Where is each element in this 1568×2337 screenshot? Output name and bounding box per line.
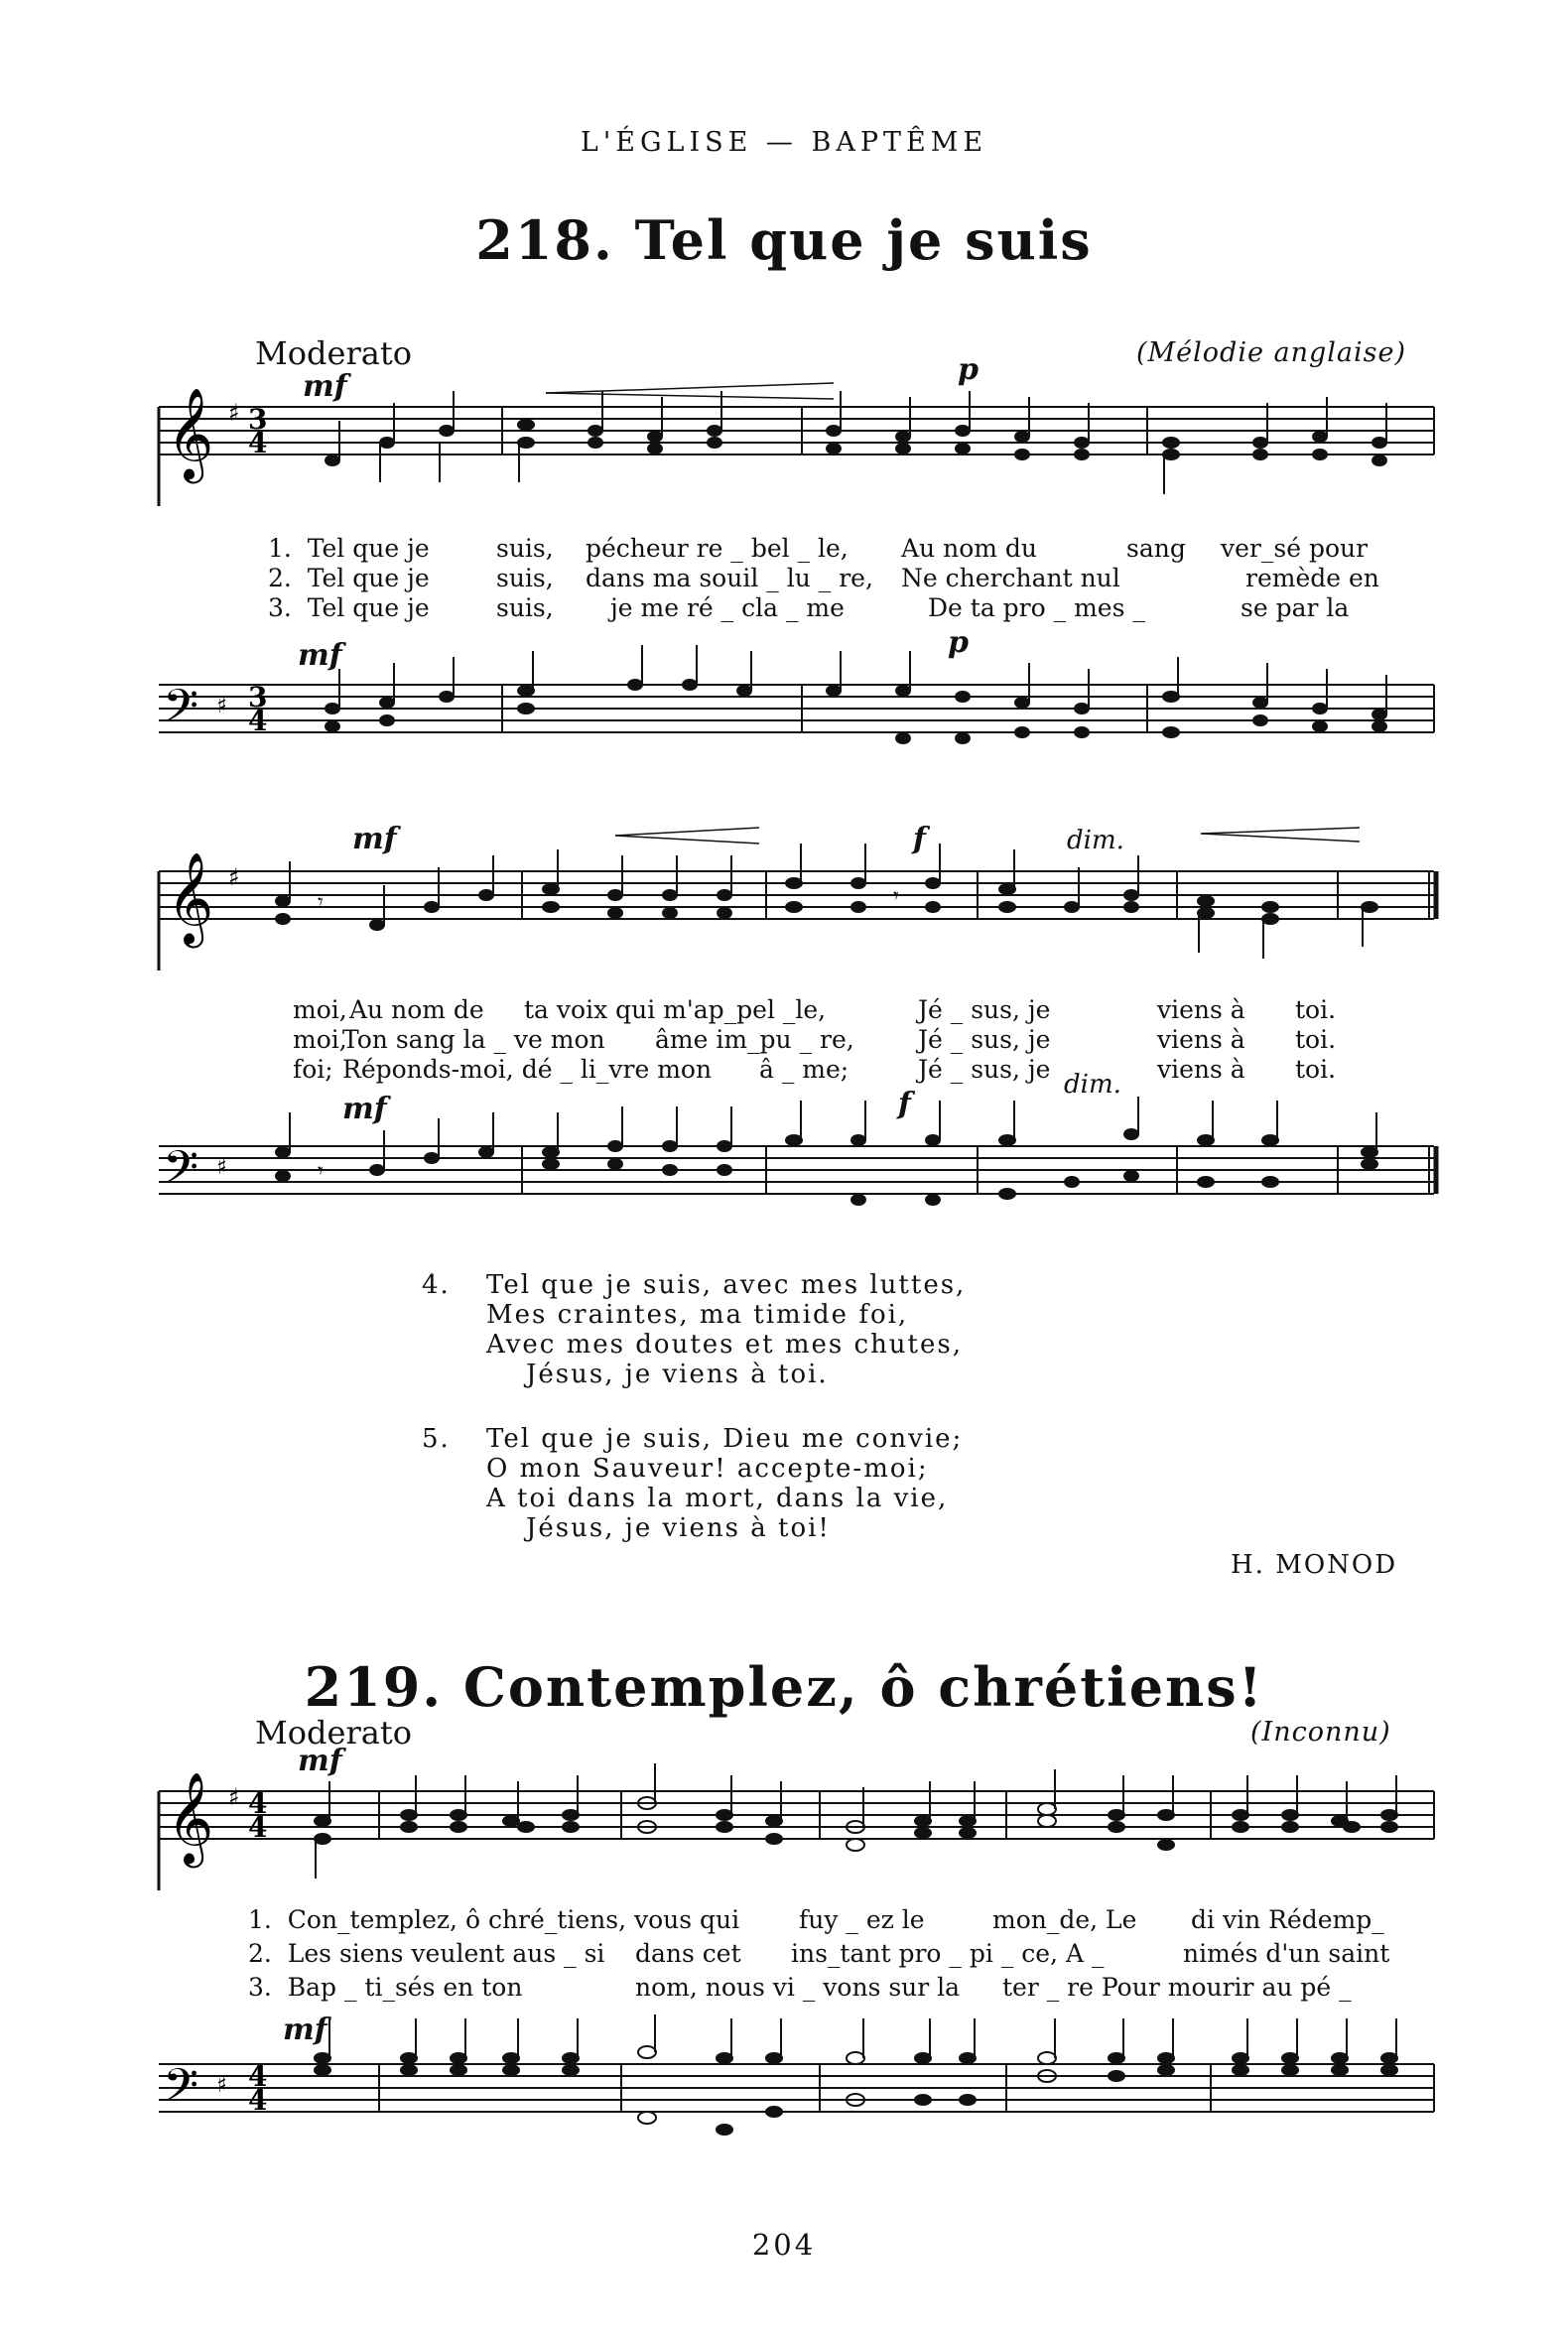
hymn-219-tempo: Moderato (255, 1714, 412, 1752)
hymn219-lyrics-verse-1: 1. Con_templez, ô chré_tiens, vous qui (248, 1905, 740, 1934)
svg-text:4: 4 (248, 705, 268, 737)
lyric-word: toi. (1295, 1025, 1337, 1054)
dynamic-mf: mf (283, 2012, 327, 2047)
page-header: L'ÉGLISE — BAPTÊME (580, 127, 988, 158)
hymn-218-title: 218. Tel que je suis (475, 208, 1093, 272)
svg-text:♯: ♯ (216, 694, 227, 718)
lyric-word: suis, (496, 593, 554, 622)
lyric-word: nom, nous vi _ vons sur la (635, 1973, 961, 2002)
dynamic-mf: mf (303, 369, 347, 404)
lyric-word: je me ré _ cla _ me (610, 593, 845, 622)
svg-text:3: 3 (248, 403, 268, 436)
svg-text:𝄾: 𝄾 (893, 884, 899, 909)
lyric-word: Jé _ sus, je (918, 1055, 1051, 1084)
svg-text:𝄢: 𝄢 (163, 2059, 199, 2124)
hymn-219-title: 219. Contemplez, ô chrétiens! (304, 1655, 1264, 1719)
svg-text:4: 4 (248, 1787, 268, 1820)
svg-text:𝄞: 𝄞 (167, 1771, 214, 1864)
lyric-word: Réponds-moi, dé _ li_vre mon (342, 1055, 713, 1084)
lyric-word: di vin Rédemp_ (1191, 1905, 1384, 1934)
lyric-word: viens à (1157, 995, 1245, 1024)
dynamic-f: f (898, 1087, 911, 1121)
lyric-word: â _ me; (759, 1055, 849, 1084)
lyric-word: ter _ re Pour mourir au pé _ (1002, 1973, 1352, 2002)
dynamic-dim: dim. (1067, 826, 1124, 855)
svg-text:𝄞: 𝄞 (167, 387, 214, 479)
lyric-word: fuy _ ez le (799, 1905, 925, 1934)
lyric-word: Au nom de (349, 995, 484, 1024)
svg-text:♯: ♯ (228, 863, 240, 891)
lyric-word: Jé _ sus, je (918, 1025, 1051, 1054)
svg-text:𝄾: 𝄾 (318, 890, 324, 915)
dynamic-mf: mf (298, 638, 342, 673)
svg-text:4: 4 (248, 2060, 268, 2093)
hymn219-lyrics-verse-3: 3. Bap _ ti_sés en ton (248, 1973, 523, 2002)
lyrics-verse-1: 1. Tel que je (268, 534, 430, 563)
lyric-word: moi, (293, 995, 347, 1024)
dynamic-dim: dim. (1064, 1070, 1121, 1100)
lyric-word: Au nom du (901, 534, 1038, 563)
stanza-5: 5. Tel que je suis, Dieu me convie; O mon Sauveur! accepte-moi; A toi dans la mort, dans la vie, Jésus, je viens à toi! (422, 1424, 964, 1543)
page-number: 204 (751, 2228, 817, 2262)
dynamic-p: p (958, 352, 979, 387)
lyric-word: remède en (1245, 564, 1379, 592)
svg-text:𝄢: 𝄢 (163, 680, 199, 744)
lyric-word: sang (1126, 534, 1186, 563)
dynamic-mf: mf (352, 822, 397, 856)
hymn-218-tempo: Moderato (255, 334, 412, 372)
svg-text:♯: ♯ (216, 2073, 227, 2098)
stanza-4: 4. Tel que je suis, avec mes luttes, Mes craintes, ma timide foi, Avec mes doutes et mes chutes, Jésus, je viens à toi. (422, 1270, 967, 1389)
lyric-word: moi, (293, 1025, 347, 1054)
lyric-word: suis, (496, 534, 554, 563)
lyric-word: dans cet (635, 1939, 741, 1968)
lyrics-verse-2: 2. Tel que je (268, 564, 430, 592)
lyric-word: ins_tant pro _ pi _ ce, A _ (791, 1939, 1105, 1968)
lyric-word: âme im_pu _ re, (655, 1025, 854, 1054)
dynamic-p: p (948, 625, 969, 660)
dynamic-f: f (913, 822, 926, 856)
lyric-word: Jé _ sus, je (918, 995, 1051, 1024)
lyric-word: ver_sé pour (1221, 534, 1369, 563)
svg-text:𝄞: 𝄞 (167, 851, 214, 944)
lyric-word: pécheur re _ bel _ le, (586, 534, 849, 563)
lyric-word: dans ma souil _ lu _ re, (586, 564, 873, 592)
lyric-word: nimés d'un saint (1183, 1939, 1390, 1968)
hymn-218-source: (Mélodie anglaise) (1136, 337, 1407, 368)
lyric-word: Ton sang la _ ve mon (342, 1025, 605, 1054)
svg-text:𝄾: 𝄾 (318, 1159, 324, 1184)
system2-treble-staff (149, 822, 1439, 971)
lyric-word: ta voix qui m'ap_pel _le, (524, 995, 827, 1024)
lyric-word: mon_de, Le (992, 1905, 1137, 1934)
system1-treble-staff (149, 357, 1439, 506)
hymn-218-author: H. MONOD (1231, 1550, 1398, 1580)
hymn219-treble-staff (149, 1742, 1439, 1890)
svg-text:𝄢: 𝄢 (163, 1141, 199, 1206)
hymn-219-source: (Inconnu) (1250, 1717, 1391, 1748)
svg-text:4: 4 (248, 1811, 268, 1844)
dynamic-mf: mf (342, 1092, 387, 1126)
svg-text:♯: ♯ (228, 399, 240, 427)
svg-text:4: 4 (248, 427, 268, 459)
svg-text:♯: ♯ (228, 1783, 240, 1811)
lyric-word: toi. (1295, 995, 1337, 1024)
lyric-word: toi. (1295, 1055, 1337, 1084)
lyric-word: foi; (293, 1055, 333, 1084)
dynamic-mf: mf (298, 1744, 342, 1778)
lyric-word: viens à (1157, 1055, 1245, 1084)
system2-bass-staff (149, 1097, 1439, 1235)
lyric-word: viens à (1157, 1025, 1245, 1054)
hymn219-lyrics-verse-2: 2. Les siens veulent aus _ si (248, 1939, 605, 1968)
svg-text:3: 3 (248, 681, 268, 714)
lyrics-verse-3: 3. Tel que je (268, 593, 430, 622)
lyric-word: se par la (1241, 593, 1350, 622)
lyric-word: Ne cherchant nul (901, 564, 1120, 592)
system1-bass-staff (149, 635, 1439, 774)
lyric-word: suis, (496, 564, 554, 592)
svg-text:4: 4 (248, 2084, 268, 2117)
lyric-word: De ta pro _ mes _ (928, 593, 1145, 622)
svg-text:♯: ♯ (216, 1155, 227, 1180)
hymn219-bass-staff (149, 2014, 1439, 2153)
